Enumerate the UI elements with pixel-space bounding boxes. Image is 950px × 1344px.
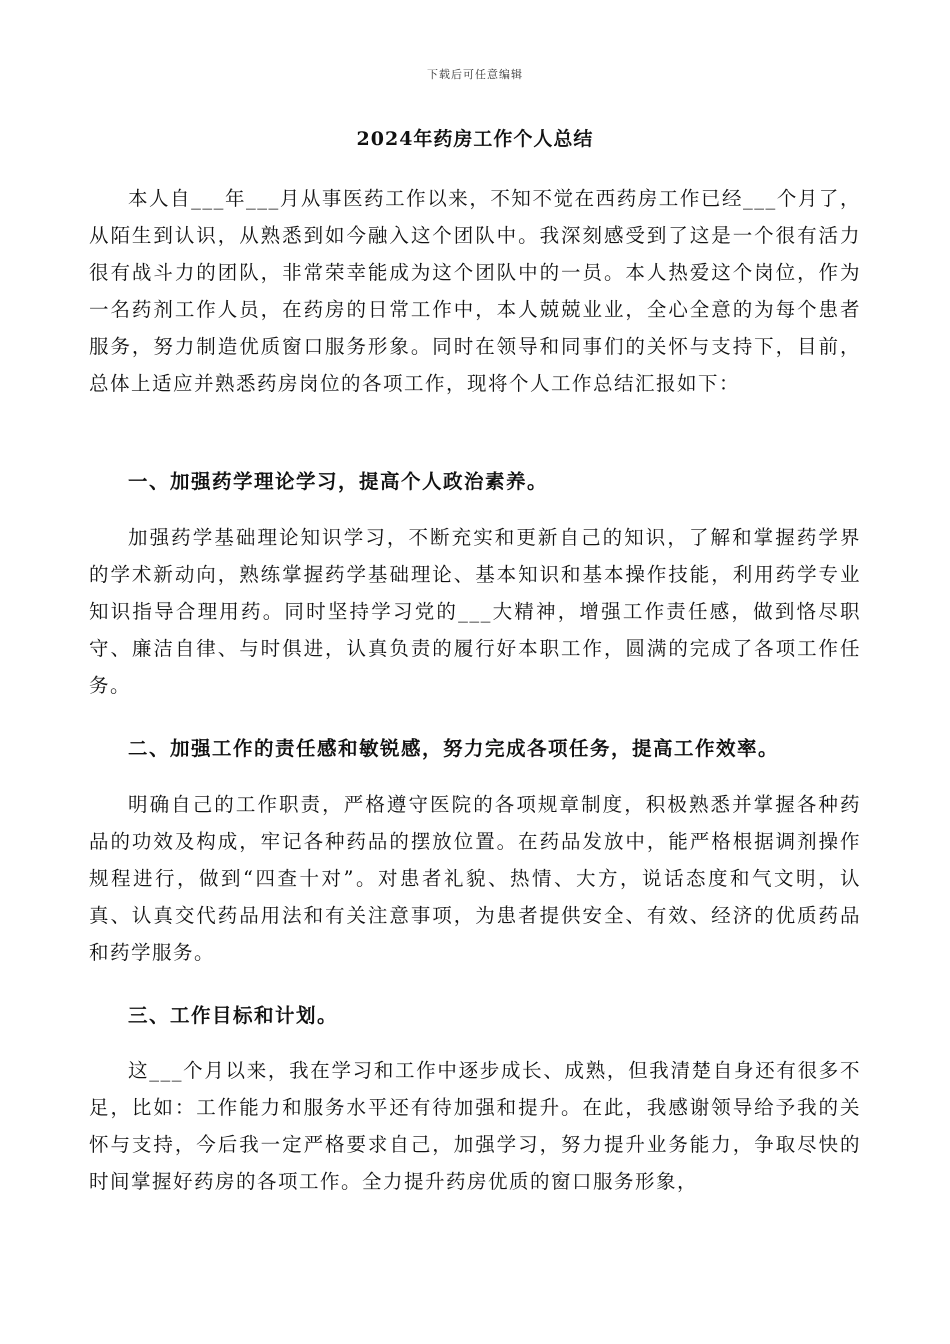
paragraph-section-3: 这___个月以来，我在学习和工作中逐步成长、成熟，但我清楚自身还有很多不足，比如：工作能力和服务水平还有待加强和提升。在此，我感谢领导给予我的关怀与支持，今后我一定严格要求自己，加强学习，努力提升业务能力，争取尽快的时间掌握好药房的各项工作。全力提升药房优质的窗口服务形象， [89,1059,861,1193]
paragraph-section-1: 加强药学基础理论知识学习，不断充实和更新自己的知识，了解和掌握药学界的学术新动向，熟练掌握药学基础理论、基本知识和基本操作技能，利用药学专业知识指导合理用药。同时坚持学习党的___大精神，增强工作责任感，做到恪尽职守、廉洁自律、与时俱进，认真负责的履行好本职工作，圆满的完成了各项工作任务。 [89,526,861,697]
document-title: 2024年药房工作个人总结 [356,128,594,150]
paragraph-section-2: 明确自己的工作职责，严格遵守医院的各项规章制度，积极熟悉并掌握各种药品的功效及构成，牢记各种药品的摆放位置。在药品发放中，能严格根据调剂操作规程进行，做到“四查十对”。对患者礼貌、热情、大方，说话态度和气文明，认真、认真交代药品用法和有关注意事项，为患者提供安全、有效、经济的优质药品和药学服务。 [89,793,861,964]
section-heading-3: 三、工作目标和计划。 [128,1004,339,1027]
section-heading-2: 二、加强工作的责任感和敏锐感，努力完成各项任务，提高工作效率。 [128,737,780,760]
section-heading-1: 一、加强药学理论学习，提高个人政治素养。 [128,470,549,493]
header-note: 下载后可任意编辑 [427,68,523,81]
paragraph-intro: 本人自___年___月从事医药工作以来，不知不觉在西药房工作已经___个月了，从陌生到认识，从熟悉到如今融入这个团队中。我深刻感受到了这是一个很有活力很有战斗力的团队，非常荣幸能成为这个团队中的一员。本人热爱这个岗位，作为一名药剂工作人员，在药房的日常工作中，本人兢兢业业，全心全意的为每个患者服务，努力制造优质窗口服务形象。同时在领导和同事们的关怀与支持下，目前，总体上适应并熟悉药房岗位的各项工作，现将个人工作总结汇报如下： [89,187,861,395]
